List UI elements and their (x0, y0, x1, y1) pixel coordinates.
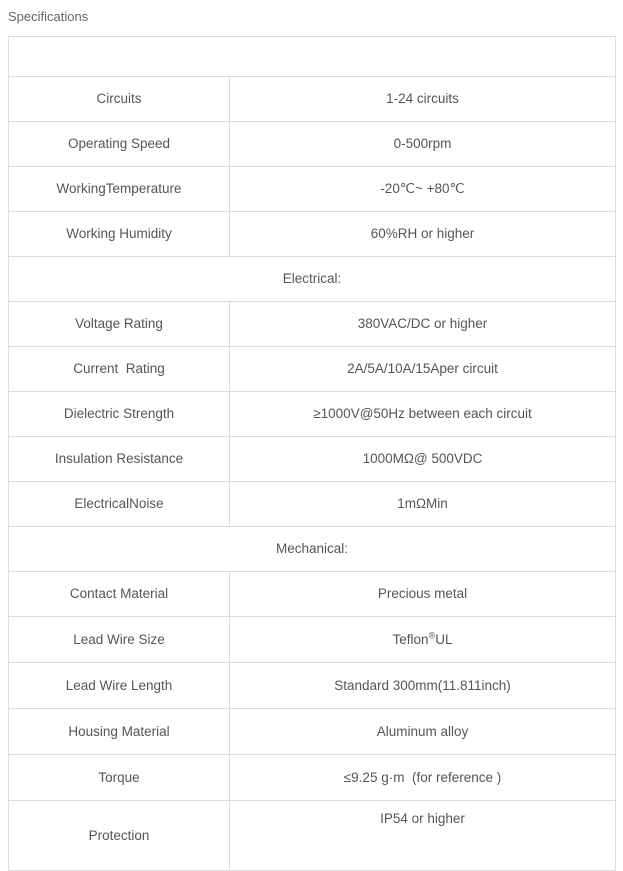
spec-label: Operating Speed (9, 122, 230, 167)
table-row (9, 801, 616, 871)
spec-value: 1000MΩ@ 500VDC (230, 437, 616, 482)
spec-label: Voltage Rating (9, 302, 230, 347)
specifications-table (8, 36, 616, 871)
spec-value (230, 617, 616, 663)
spec-value: -20℃~ +80℃ (230, 167, 616, 212)
section-row-mechanical (9, 527, 616, 572)
spec-label: Current Rating (9, 347, 230, 392)
spec-value: 380VAC/DC or higher (230, 302, 616, 347)
section-row-electrical (9, 257, 616, 302)
spec-label: Insulation Resistance (9, 437, 230, 482)
spec-label: Housing Material (9, 709, 230, 755)
table-row (9, 167, 616, 212)
blank-header-cell (9, 37, 616, 77)
table-row (9, 663, 616, 709)
table-row (9, 617, 616, 663)
table-row (9, 437, 616, 482)
table-row (9, 482, 616, 527)
spec-label: Protection (9, 801, 230, 871)
table-row (9, 77, 616, 122)
spec-value: ≤9.25 g·m (for reference ) (230, 755, 616, 801)
spec-value: 60%RH or higher (230, 212, 616, 257)
spec-label: Dielectric Strength (9, 392, 230, 437)
spec-label: ElectricalNoise (9, 482, 230, 527)
section-heading: Electrical: (9, 257, 616, 302)
table-row (9, 212, 616, 257)
spec-value: Standard 300mm(11.811inch) (230, 663, 616, 709)
section-heading: Mechanical: (9, 527, 616, 572)
table-row (9, 122, 616, 167)
spec-label: Circuits (9, 77, 230, 122)
table-header-row (9, 37, 616, 77)
registered-mark: ® (428, 630, 436, 640)
table-row (9, 755, 616, 801)
spec-value: IP54 or higher (230, 801, 616, 871)
spec-label: WorkingTemperature (9, 167, 230, 212)
table-row (9, 572, 616, 617)
spec-value: 1mΩMin (230, 482, 616, 527)
spec-value-text: Teflon (392, 631, 429, 647)
spec-value: Aluminum alloy (230, 709, 616, 755)
spec-value: Precious metal (230, 572, 616, 617)
table-row (9, 709, 616, 755)
spec-label: Working Humidity (9, 212, 230, 257)
spec-label: Lead Wire Length (9, 663, 230, 709)
spec-value: 2A/5A/10A/15Aper circuit (230, 347, 616, 392)
spec-label: Lead Wire Size (9, 617, 230, 663)
table-row (9, 347, 616, 392)
spec-value-text: UL (435, 631, 453, 647)
spec-value: ≥1000V@50Hz between each circuit (230, 392, 616, 437)
table-row (9, 302, 616, 347)
spec-value: 0-500rpm (230, 122, 616, 167)
page-title: Specifications (8, 9, 89, 24)
spec-label: Contact Material (9, 572, 230, 617)
spec-label: Torque (9, 755, 230, 801)
table-row (9, 392, 616, 437)
spec-value: 1-24 circuits (230, 77, 616, 122)
